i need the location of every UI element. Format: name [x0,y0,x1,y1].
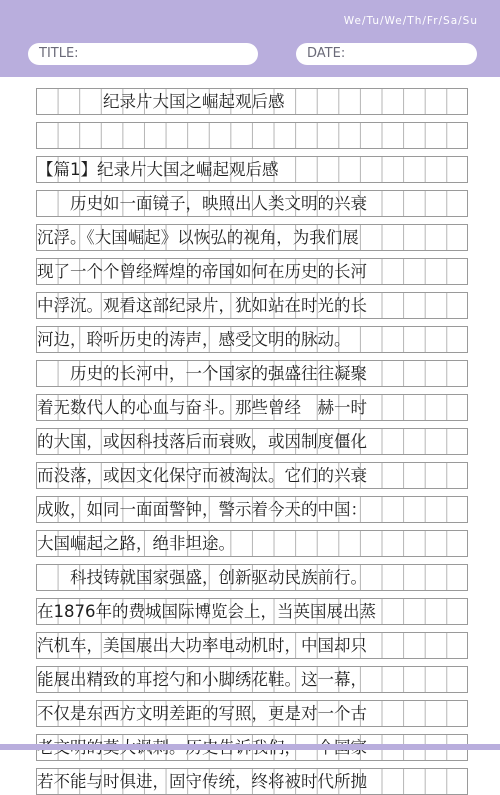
grid-row [36,88,468,115]
essay-line: 的大国，或因科技落后而衰败，或因制度僵化 [37,432,367,451]
essay-line: 不仅是东西方文明差距的写照，更是对一个古 [37,704,367,723]
essay-line: 大国崛起之路，绝非坦途。 [37,534,235,553]
writing-grid [36,88,468,795]
date-field[interactable] [296,43,477,65]
essay-line: 而没落，或因文化保守而被淘汰。它们的兴衰 [37,466,367,485]
grid-row [36,224,468,251]
essay-line: 历史如一面镜子，映照出人类文明的兴衰 [37,194,367,213]
header-banner [0,0,500,77]
essay-line: 河边，聆听历史的涛声，感受文明的脉动。 [37,330,351,349]
essay-line: 历史的长河中，一个国家的强盛往往凝聚 [37,364,367,383]
essay-line: 汽机车，美国展出大功率电动机时，中国却只 [37,636,367,655]
grid-row [36,190,468,217]
essay-line: 着无数代人的心血与奋斗。那些曾经 赫一时 [37,398,367,417]
grid-row [36,632,468,659]
grid-row [36,598,468,625]
essay-line: 沉浮。《大国崛起》以恢弘的视角，为我们展 [37,228,359,247]
essay-line: 在1876年的费城国际博览会上，当英国展出蒸 [37,602,376,621]
grid-row [36,666,468,693]
grid-row [36,530,468,557]
grid-row [36,768,468,795]
essay-line: 若不能与时俱进，固守传统，终将被时代所抛 [37,772,367,791]
essay-title-line: 纪录片大国之崛起观后感 [37,92,285,111]
grid-row [36,258,468,285]
footer-strip [0,744,500,750]
grid-row [36,326,468,353]
grid-row [36,156,468,183]
section-heading: 【篇1】纪录片大国之崛起观后感 [37,160,279,179]
date-label: DATE: [307,46,346,61]
grid-row [36,360,468,387]
grid-row [36,462,468,489]
weekday-labels: We/Tu/We/Th/Fr/Sa/Su [343,15,478,27]
essay-line: 能展出精致的耳挖勺和小脚绣花鞋。这一幕， [37,670,367,689]
grid-row [36,394,468,421]
grid-row [36,564,468,591]
title-label: TITLE: [39,46,79,61]
essay-line: 现了一个个曾经辉煌的帝国如何在历史的长河 [37,262,367,281]
grid-row [36,292,468,319]
title-field[interactable] [28,43,258,65]
grid-row [36,428,468,455]
grid-row [36,700,468,727]
essay-line: 科技铸就国家强盛，创新驱动民族前行。 [37,568,367,587]
essay-line: 中浮沉。观看这部纪录片，犹如站在时光的长 [37,296,367,315]
essay-line: 成败，如同一面面警钟，警示着今天的中国： [37,500,367,519]
grid-row [36,122,468,149]
grid-row [36,496,468,523]
